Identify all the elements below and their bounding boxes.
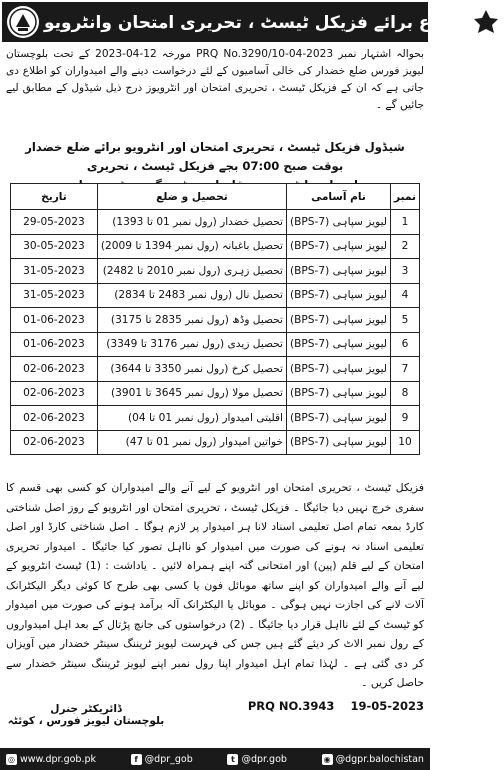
footer-instagram[interactable] bbox=[322, 754, 424, 765]
row-no: 4 bbox=[391, 283, 420, 308]
row-date: 29-05-2023 bbox=[11, 210, 98, 235]
table-row bbox=[11, 357, 420, 382]
row-post: لیویز سپاہی (BPS-7) bbox=[287, 430, 391, 455]
table-row bbox=[11, 283, 420, 308]
signature-title: ڈائریکٹر جنرل bbox=[50, 703, 122, 715]
row-tehsil: تحصیل نال (رول نمبر 2483 تا 2834) bbox=[97, 283, 286, 308]
row-no: 8 bbox=[391, 381, 420, 406]
row-post: لیویز سپاہی (BPS-7) bbox=[287, 210, 391, 235]
prq-reference bbox=[0, 699, 424, 713]
twitter-icon: t bbox=[227, 754, 238, 765]
row-post: لیویز سپاہی (BPS-7) bbox=[287, 234, 391, 259]
row-date: 02-06-2023 bbox=[11, 406, 98, 431]
row-post: لیویز سپاہی (BPS-7) bbox=[287, 381, 391, 406]
table-header-row bbox=[11, 184, 420, 210]
header-post: نام آسامی bbox=[287, 184, 391, 210]
row-post: لیویز سپاہی (BPS-7) bbox=[287, 308, 391, 333]
row-tehsil: تحصیل مولا (رول نمبر 3645 تا 3901) bbox=[97, 381, 286, 406]
row-post: لیویز سپاہی (BPS-7) bbox=[287, 283, 391, 308]
instagram-icon: ◉ bbox=[322, 754, 333, 765]
row-post: لیویز سپاہی (BPS-7) bbox=[287, 259, 391, 284]
row-tehsil: تحصیل کرخ (رول نمبر 3350 تا 3644) bbox=[97, 357, 286, 382]
table-row bbox=[11, 308, 420, 333]
row-date: 31-05-2023 bbox=[11, 283, 98, 308]
row-no: 2 bbox=[391, 234, 420, 259]
row-tehsil: تحصیل باغبانہ (رول نمبر 1394 تا 2009) bbox=[97, 234, 286, 259]
table-row bbox=[11, 332, 420, 357]
row-no: 7 bbox=[391, 357, 420, 382]
table-row bbox=[11, 406, 420, 431]
footer-website[interactable] bbox=[6, 754, 96, 765]
row-date: 01-06-2023 bbox=[11, 308, 98, 333]
twitter-text: @dpr.gob bbox=[241, 753, 287, 765]
notes-text: فزیکل ٹیسٹ ، تحریری امتحان اور انٹرویو کے لیے آنے والے امیدواران کو کسی بھی قسم کا سفری خرچ نہیں دیا جائیگا ۔ فزیکل ٹیسٹ ، تحریری امتحان اور انٹرویو کے روز اصل شناختی کارڈ بمعہ تمام اصل تعلیمی اسناد لانا ہر امیدوار پر لازم ہوگا ۔ اصل شناختی کارڈ اور اصل تعلیمی اسناد نہ ہونے کی صورت میں امیدوار کو نااہل تصور کیا جائیگا ۔ امیدوار تحریری امتحان کے لیے قلم (پین) اور امتحانی گتہ اپنے ہمراہ لائیں ۔ یاداشت : (1) ٹیسٹ انٹرویو کے لیے آنے والے امیدواران کو اپنے ساتھ موبائل فون یا کسی بھی طرح کا کوئی دیگر الیکٹرانک آلات لانے کی اجازت نہیں ہوگی ۔ موبائل یا الیکٹرانک آلہ برآمد ہونے کی صورت میں امیدوار کو ٹیسٹ کے لئے نااہل قرار دیا جائیگا ۔ (2) درخواستوں کی جانچ پڑتال کے بعد اہل امیدواروں کے رول نمبر الاٹ کر دیئے گئے ہیں جس کی فہرست لیویز ٹریننگ سینٹر خضدار میں آویزاں کر دی گئی ہے ۔ لہٰذا تمام اہل امیدوار اپنا رول نمبر اپنے لیویز ٹریننگ سینٹر خضدار سے حاصل کریں ۔ bbox=[6, 481, 424, 689]
footer-twitter[interactable] bbox=[227, 754, 287, 765]
row-no: 9 bbox=[391, 406, 420, 431]
row-no: 6 bbox=[391, 332, 420, 357]
row-post: لیویز سپاہی (BPS-7) bbox=[287, 406, 391, 431]
row-post: لیویز سپاہی (BPS-7) bbox=[287, 332, 391, 357]
table-row bbox=[11, 259, 420, 284]
row-date: 30-05-2023 bbox=[11, 234, 98, 259]
header-date: تاریخ bbox=[11, 184, 98, 210]
header-tehsil: تحصیل و ضلع bbox=[97, 184, 286, 210]
header-banner bbox=[2, 2, 466, 42]
table-row bbox=[11, 210, 420, 235]
instagram-text: @dgpr.balochistan bbox=[335, 753, 424, 765]
row-tehsil: تحصیل وڈھ (رول نمبر 2835 تا 3175) bbox=[97, 308, 286, 333]
row-tehsil: تحصیل خضدار (رول نمبر 01 تا 1393) bbox=[97, 210, 286, 235]
prq-number: PRQ NO.3943 bbox=[247, 699, 335, 713]
row-no: 1 bbox=[391, 210, 420, 235]
facebook-text: @dpr_gob bbox=[144, 753, 193, 765]
globe-icon: ◎ bbox=[6, 754, 17, 765]
row-tehsil: خواتین امیدوار (رول نمبر 01 تا 47) bbox=[97, 430, 286, 455]
website-text: www.dpr.gob.pk bbox=[20, 753, 96, 765]
row-date: 02-06-2023 bbox=[11, 357, 98, 382]
row-no: 5 bbox=[391, 308, 420, 333]
footer-bar bbox=[0, 748, 430, 770]
schedule-table bbox=[10, 183, 420, 455]
row-tehsil: اقلیتی امیدوار (رول نمبر 01 تا 04) bbox=[97, 406, 286, 431]
row-post: لیویز سپاہی (BPS-7) bbox=[287, 357, 391, 382]
page-title: اطلاع برائے فزیکل ٹیسٹ ، تحریری امتحان وانٹرویو bbox=[44, 12, 466, 33]
table-row bbox=[11, 381, 420, 406]
row-date: 01-06-2023 bbox=[11, 332, 98, 357]
notes-paragraph bbox=[6, 478, 424, 693]
balochistan-levies-emblem-icon bbox=[5, 4, 41, 40]
facebook-icon: f bbox=[131, 754, 142, 765]
table-row bbox=[11, 234, 420, 259]
row-no: 3 bbox=[391, 259, 420, 284]
row-tehsil: تحصیل زہری (رول نمبر 2010 تا 2482) bbox=[97, 259, 286, 284]
row-date: 31-05-2023 bbox=[11, 259, 98, 284]
row-date: 02-06-2023 bbox=[11, 381, 98, 406]
intro-paragraph: بحوالہ اشتہار نمبر PRQ No.3290/10-04-2023 مورخہ 12-04-2023 کے تحت بلوچستان لیویز فورس ضلع خضدار کی خالی آسامیوں کے لئے درخواست دینے والے امیدواران کو اطلاع دی جاتی ہے کہ ان کے فزیکل ٹیسٹ ، تحریری امتحان اور انٹرویوز درج ذیل شیڈول کے مطابق لیے جائیں گے ۔ bbox=[6, 48, 424, 111]
table-row bbox=[11, 430, 420, 455]
prq-date: 19-05-2023 bbox=[350, 699, 424, 713]
header-no: نمبر bbox=[391, 184, 420, 210]
signature-organization: بلوچستان لیویز فورس ، کوئٹہ bbox=[7, 715, 165, 727]
government-emblem-icon bbox=[468, 4, 504, 40]
footer-facebook[interactable] bbox=[131, 754, 193, 765]
schedule-line-1: شیڈول فزیکل ٹیسٹ ، تحریری امتحان اور انٹرویو برائے ضلع خضدار بوقت صبح 07:00 بجے فزیکل ٹیسٹ ، تحریری bbox=[25, 140, 405, 173]
row-no: 10 bbox=[391, 430, 420, 455]
row-date: 02-06-2023 bbox=[11, 430, 98, 455]
row-tehsil: تحصیل زیدی (رول نمبر 3176 تا 3349) bbox=[97, 332, 286, 357]
